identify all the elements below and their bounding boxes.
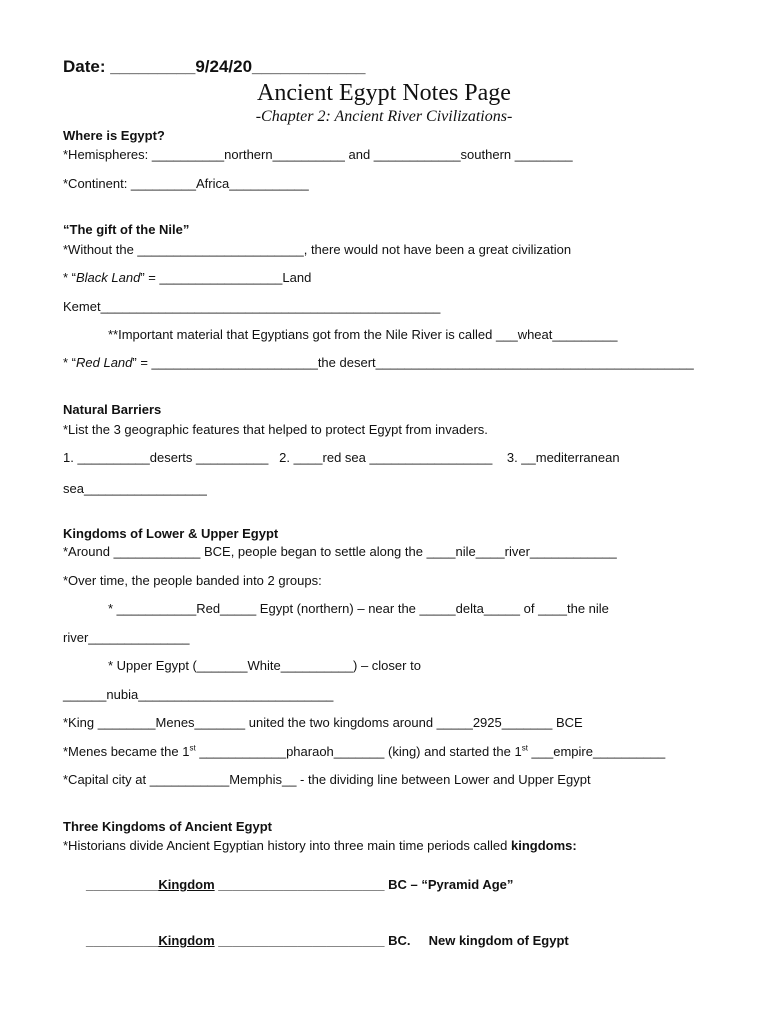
historians-text: *Historians divide Ancient Egyptian history into three main time periods called (63, 838, 512, 853)
red-land-prefix: * “ (63, 355, 76, 370)
hemispheres-line: *Hemispheres: __________northern__________ and ____________southern ________ (63, 147, 573, 162)
king-menes-line: *King ________Menes_______ united the two kingdoms around _____2925_______ BCE (63, 715, 583, 730)
menes-became-line (63, 744, 738, 760)
section-heading-three-kingdoms: Three Kingdoms of Ancient Egypt (63, 819, 272, 834)
kingdom-row-2-blank: __________ (86, 933, 159, 948)
over-time-line: *Over time, the people banded into 2 groups: (63, 573, 322, 588)
upper-egypt-line: * Upper Egypt (_______White__________) – closer to (108, 658, 421, 673)
historians-bold-term: kingdoms: (511, 838, 577, 853)
black-land-term: Black Land (76, 270, 141, 285)
upper-egypt-line-2: ______nubia___________________________ (63, 687, 334, 702)
kingdom-row-1 (86, 877, 738, 893)
kingdom-row-1-rest: _______________________ BC – “Pyramid Age” (214, 877, 514, 892)
black-land-suffix: ” = _________________Land (140, 270, 312, 285)
barriers-list-line-2: sea_________________ (63, 481, 207, 496)
continent-line: *Continent: _________Africa___________ (63, 176, 309, 191)
historians-line (63, 838, 738, 854)
red-land-term: Red Land (76, 355, 133, 370)
black-land-line (63, 270, 738, 286)
kingdom-row-2-rest: _______________________ BC. New kingdom of Egypt (214, 933, 569, 948)
section-heading-where-is-egypt: Where is Egypt? (63, 128, 165, 143)
section-heading-natural-barriers: Natural Barriers (63, 402, 162, 417)
barriers-list-line: 1. __________deserts __________ 2. ____red sea _________________ 3. __mediterranean (63, 450, 620, 465)
around-line: *Around ____________ BCE, people began to settle along the ____nile____river____________ (63, 544, 617, 559)
menes-text-b: ____________pharaoh_______ (king) and started the 1 (195, 744, 522, 759)
red-land-suffix: ” = _______________________the desert____________________________________________ (132, 355, 694, 370)
menes-text-a: *Menes became the 1 (63, 744, 190, 759)
kingdom-row-1-blank: __________ (86, 877, 159, 892)
ordinal-suffix-2: st (521, 743, 528, 753)
kemet-line: Kemet_______________________________________________ (63, 299, 441, 314)
lower-egypt-line-2: river______________ (63, 630, 190, 645)
section-heading-gift-of-nile: “The gift of the Nile” (63, 222, 190, 237)
important-material-line: **Important material that Egyptians got from the Nile River is called ___wheat_________ (108, 327, 618, 342)
section-heading-kingdoms-lower-upper: Kingdoms of Lower & Upper Egypt (63, 526, 279, 541)
kingdom-row-1-word: Kingdom (158, 877, 215, 892)
kingdom-row-2-word: Kingdom (158, 933, 215, 948)
ordinal-suffix-1: st (189, 743, 196, 753)
lower-egypt-line: * ___________Red_____ Egypt (northern) – near the _____delta_____ of ____the nile (108, 601, 609, 616)
red-land-line (63, 355, 738, 371)
page-title: Ancient Egypt Notes Page (257, 80, 511, 106)
barriers-instruction: *List the 3 geographic features that helped to protect Egypt from invaders. (63, 422, 488, 437)
without-nile-line: *Without the _______________________, there would not have been a great civilization (63, 242, 572, 257)
menes-text-c: ___empire__________ (527, 744, 666, 759)
date-line: Date: _________9/24/20____________ (63, 57, 366, 76)
black-land-prefix: * “ (63, 270, 76, 285)
kingdom-row-2 (86, 933, 738, 949)
page-subtitle: -Chapter 2: Ancient River Civilizations- (255, 108, 513, 125)
capital-city-line: *Capital city at ___________Memphis__ - the dividing line between Lower and Upper Egypt (63, 772, 591, 787)
